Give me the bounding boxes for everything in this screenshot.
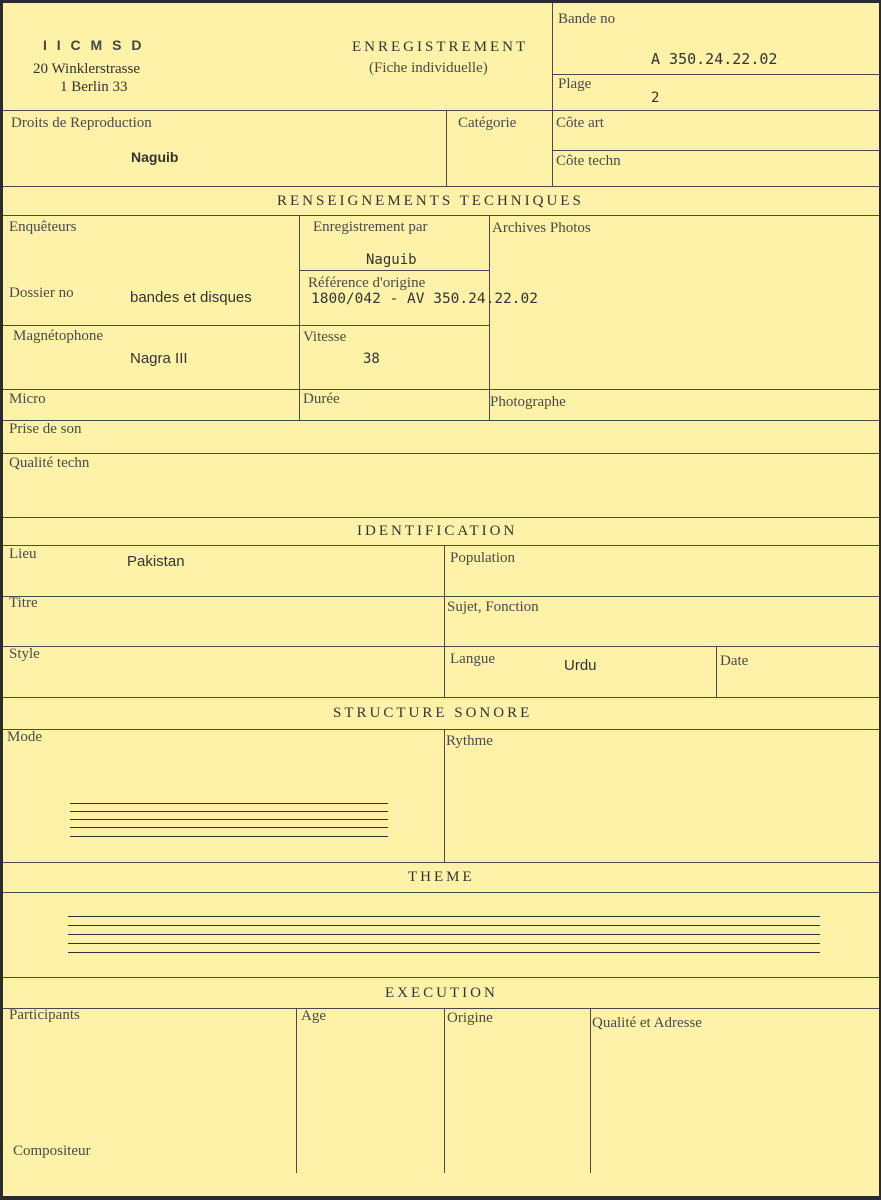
rule bbox=[3, 420, 879, 421]
org-street: 20 Winklerstrasse bbox=[33, 61, 141, 77]
rule bbox=[444, 545, 445, 697]
form-title: ENREGISTREMENT bbox=[352, 39, 529, 55]
section-identification-title: IDENTIFICATION bbox=[357, 523, 518, 539]
record-card bbox=[3, 3, 879, 1196]
qualite-adresse-label: Qualité et Adresse bbox=[592, 1015, 702, 1031]
rule bbox=[444, 1008, 445, 1173]
bande-value: A 350.24.22.02 bbox=[651, 50, 778, 68]
rule bbox=[3, 892, 879, 893]
rule bbox=[716, 646, 717, 697]
magnetophone-value: Nagra III bbox=[130, 350, 188, 367]
rule bbox=[3, 977, 879, 978]
rule bbox=[552, 3, 553, 186]
rule bbox=[3, 1008, 879, 1009]
droits-value: Naguib bbox=[131, 149, 179, 165]
origine-label: Origine bbox=[447, 1010, 493, 1026]
dossier-label: Dossier no bbox=[9, 285, 74, 301]
sujet-fonction-label: Sujet, Fonction bbox=[447, 599, 539, 615]
enregistrement-par-value: Naguib bbox=[366, 252, 417, 268]
rule bbox=[3, 646, 879, 647]
langue-label: Langue bbox=[450, 651, 495, 667]
rule bbox=[3, 186, 879, 187]
form-subtitle: (Fiche individuelle) bbox=[369, 60, 488, 76]
enqueteurs-label: Enquêteurs bbox=[9, 219, 77, 235]
reference-label: Référence d'origine bbox=[308, 275, 426, 291]
rule bbox=[299, 270, 489, 271]
prise-de-son-label: Prise de son bbox=[9, 421, 82, 437]
mode-label: Mode bbox=[7, 729, 42, 745]
cote-techn-label: Côte techn bbox=[556, 153, 621, 169]
rule bbox=[552, 150, 879, 151]
section-execution-title: EXECUTION bbox=[385, 985, 498, 1001]
population-label: Population bbox=[450, 550, 516, 566]
rule bbox=[3, 453, 879, 454]
rule bbox=[446, 110, 447, 186]
section-technical-title: RENSEIGNEMENTS TECHNIQUES bbox=[277, 193, 584, 209]
archives-photos-label: Archives Photos bbox=[492, 220, 591, 236]
rule bbox=[3, 729, 879, 730]
bande-label: Bande no bbox=[558, 11, 616, 27]
lieu-label: Lieu bbox=[9, 546, 37, 562]
plage-label: Plage bbox=[558, 76, 592, 92]
rythme-label: Rythme bbox=[446, 733, 493, 749]
qualite-techn-label: Qualité techn bbox=[9, 455, 90, 471]
categorie-label: Catégorie bbox=[458, 115, 517, 131]
rule bbox=[552, 74, 879, 75]
participants-label: Participants bbox=[9, 1007, 80, 1023]
org-city: 1 Berlin 33 bbox=[60, 79, 128, 95]
reference-value: 1800/042 - AV 350.24.22.02 bbox=[311, 291, 538, 307]
langue-value: Urdu bbox=[564, 657, 597, 674]
photographe-label: Photographe bbox=[490, 394, 566, 410]
age-label: Age bbox=[301, 1008, 326, 1024]
compositeur-label: Compositeur bbox=[13, 1143, 91, 1159]
vitesse-label: Vitesse bbox=[303, 329, 347, 345]
rule bbox=[3, 596, 879, 597]
rule bbox=[590, 1008, 591, 1173]
rule bbox=[444, 729, 445, 862]
rule bbox=[3, 517, 879, 518]
rule bbox=[299, 215, 300, 420]
droits-label: Droits de Reproduction bbox=[11, 115, 152, 131]
rule bbox=[3, 110, 879, 111]
rule bbox=[3, 215, 879, 216]
org-acronym: I I C M S D bbox=[43, 37, 145, 53]
rule bbox=[489, 215, 490, 420]
rule bbox=[296, 1008, 297, 1173]
rule bbox=[3, 389, 879, 390]
rule bbox=[3, 545, 879, 546]
dossier-value: bandes et disques bbox=[130, 289, 252, 306]
rule bbox=[3, 697, 879, 698]
rule bbox=[3, 325, 489, 326]
section-structure-title: STRUCTURE SONORE bbox=[333, 705, 533, 721]
vitesse-value: 38 bbox=[363, 351, 380, 367]
cote-art-label: Côte art bbox=[556, 115, 604, 131]
enregistrement-par-label: Enregistrement par bbox=[313, 219, 428, 235]
rule bbox=[3, 862, 879, 863]
micro-label: Micro bbox=[9, 391, 46, 407]
date-label: Date bbox=[720, 653, 749, 669]
lieu-value: Pakistan bbox=[127, 553, 185, 570]
plage-value: 2 bbox=[651, 90, 660, 106]
duree-label: Durée bbox=[303, 391, 340, 407]
style-label: Style bbox=[9, 646, 40, 662]
magnetophone-label: Magnétophone bbox=[13, 328, 103, 344]
titre-label: Titre bbox=[9, 595, 38, 611]
section-theme-title: THEME bbox=[408, 869, 475, 885]
